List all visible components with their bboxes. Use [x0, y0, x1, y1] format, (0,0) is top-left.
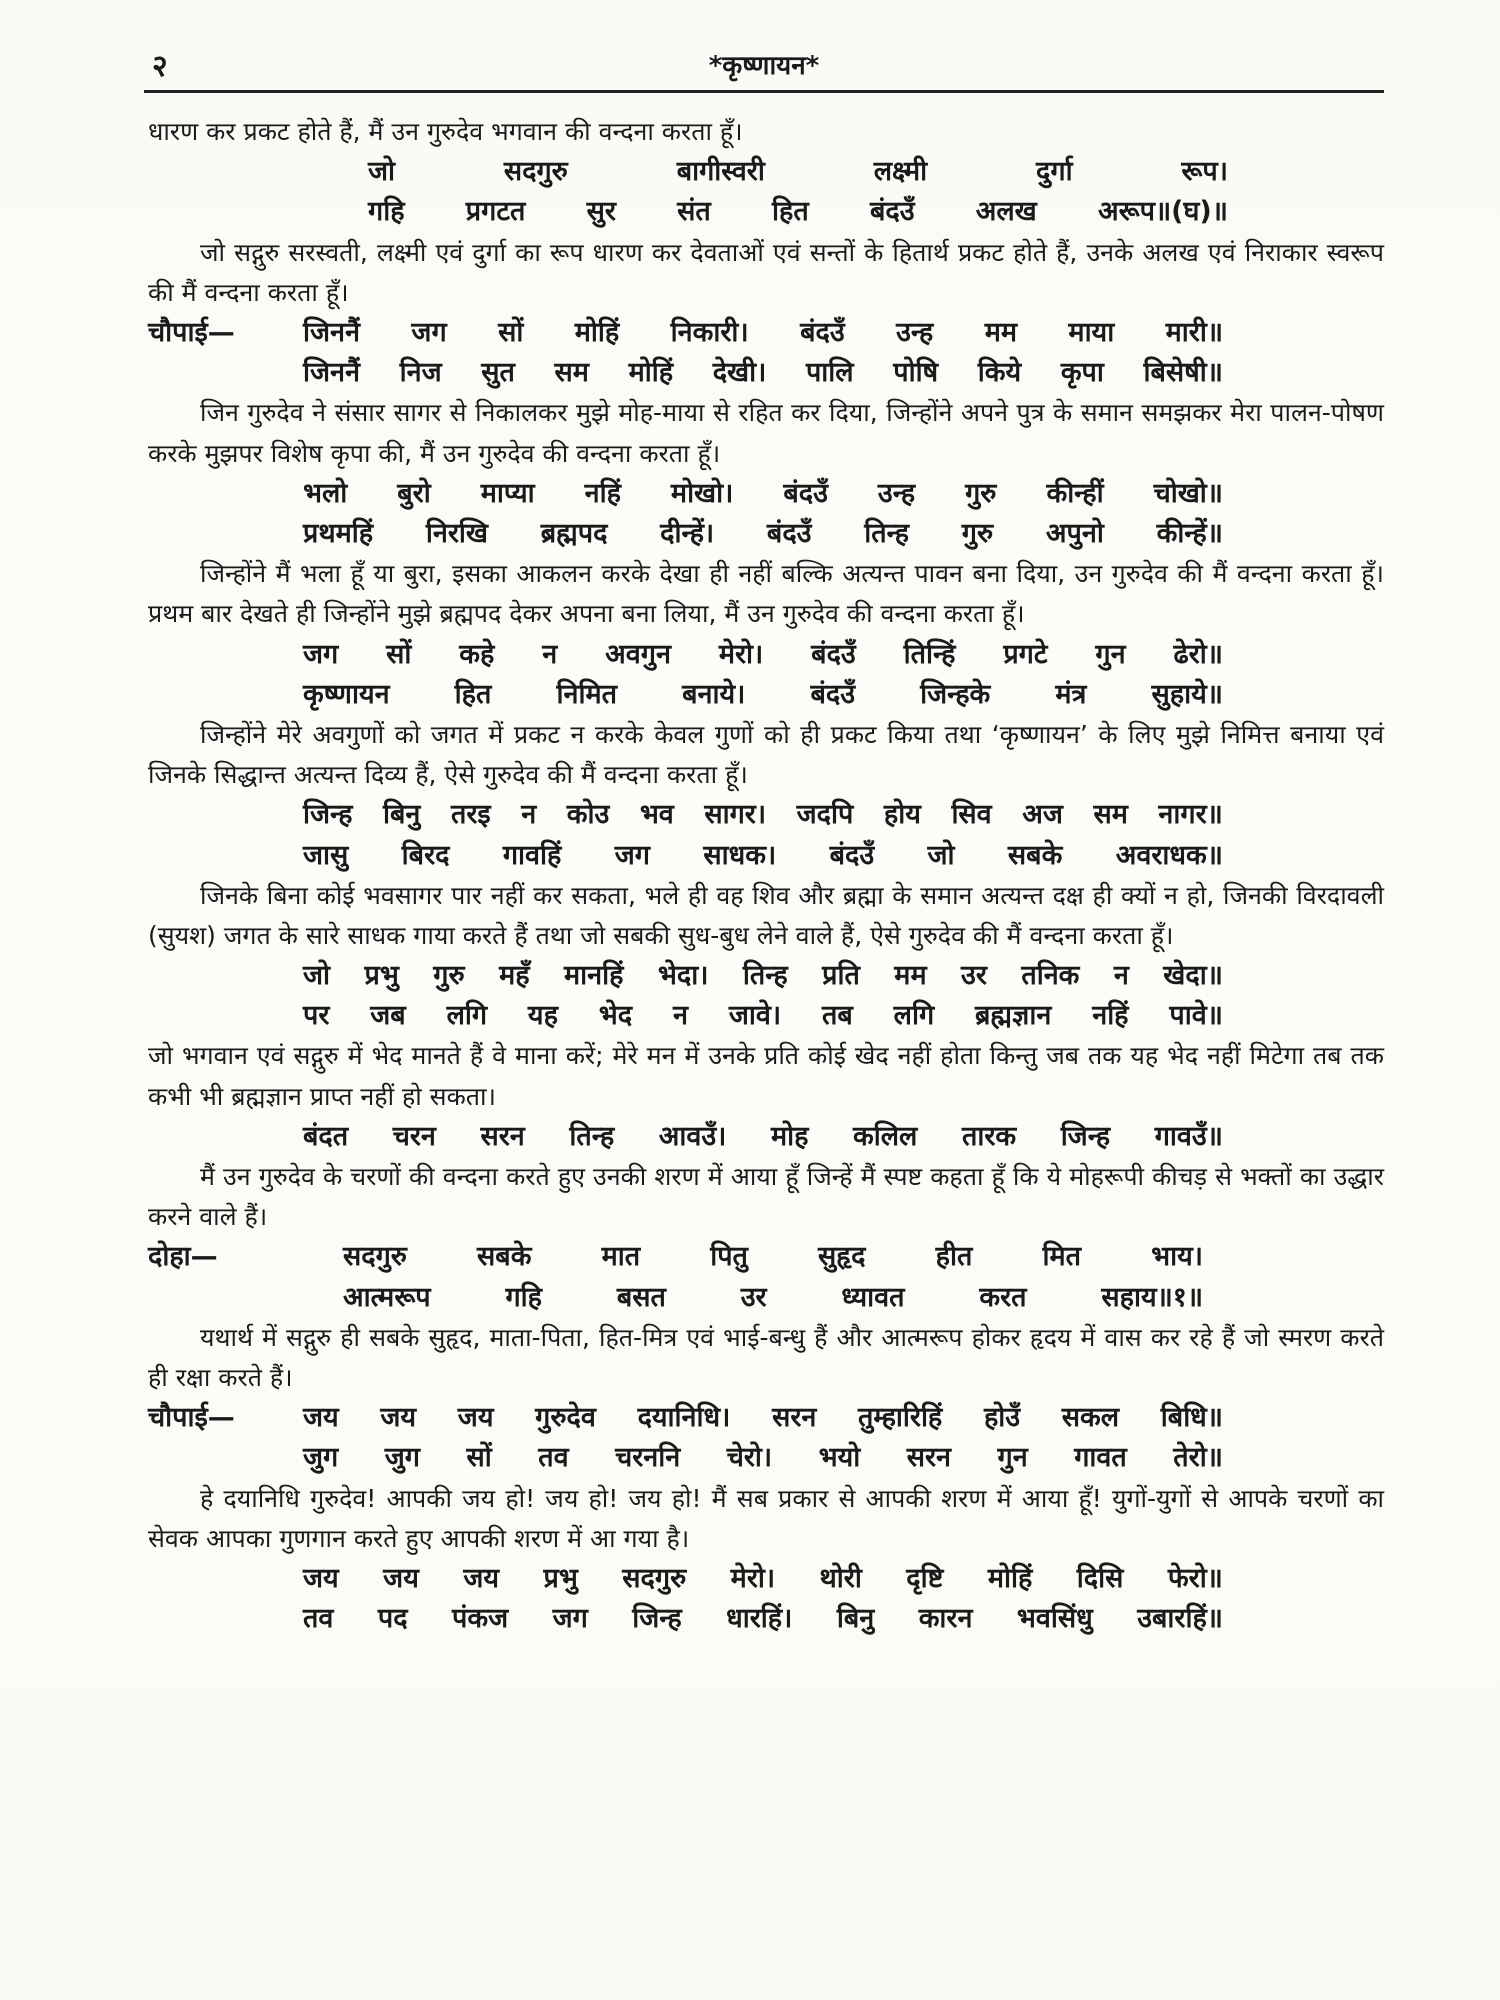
verse-block	[148, 1398, 1384, 1478]
prose-paragraph: जो सद्गुरु सरस्वती, लक्ष्मी एवं दुर्गा का रूप धारण कर देवताओं एवं सन्तों के हितार्थ प्रकट होते हैं, उनके अलख एवं निराकार स्वरूप की मैं वन्दना करता हूँ।	[148, 237, 1384, 307]
prose-paragraph: मैं उन गुरुदेव के चरणों की वन्दना करते हुए उनकी शरण में आया हूँ जिन्हें मैं स्पष्ट कहता हूँ कि ये मोहरूपी कीचड़ से भक्तों का उद्धार करने वाले हैं।	[148, 1162, 1384, 1232]
prose-paragraph: जिन्होंने मैं भला हूँ या बुरा, इसका आकलन करके देखा ही नहीं बल्कि अत्यन्त पावन बना दिया, उन गुरुदेव की मैं वन्दना करता हूँ। प्रथम बार देखते ही जिन्होंने मुझे ब्रह्मपद देकर अपना बना लिया, मैं उन गुरुदेव की वन्दना करता हूँ।	[148, 559, 1384, 629]
verse-text: आत्मरूप गहि बसत उर ध्यावत करत सहाय॥१॥	[343, 1281, 1203, 1313]
verse-block	[148, 795, 1384, 875]
verse-line	[148, 675, 1384, 715]
verse-text: जय जय जय गुरुदेव दयानिधि। सरन तुम्हारिहिं होउँ सकल बिधि॥	[303, 1402, 1223, 1434]
prose-paragraph: जिन गुरुदेव ने संसार सागर से निकालकर मुझे मोह-माया से रहित कर दिया, जिन्होंने अपने पुत्र के समान समझकर मेरा पालन-पोषण करके मुझपर विशेष कृपा की, मैं उन गुरुदेव की वन्दना करता हूँ।	[148, 398, 1384, 468]
page-content	[148, 112, 1384, 1639]
verse-text: तव पद पंकज जग जिन्ह धारहिं। बिनु कारन भवसिंधु उबारहिं॥	[303, 1603, 1223, 1635]
verse-text: पर जब लगि यह भेद न जावे। तब लगि ब्रह्मज्ञान नहिं पावे॥	[303, 1000, 1223, 1032]
verse-line	[148, 1278, 1384, 1318]
prose-paragraph: यथार्थ में सद्गुरु ही सबके सुहृद, माता-पिता, हित-मित्र एवं भाई-बन्धु हैं और आत्मरूप होकर हृदय में वास कर रहे हैं जो स्मरण करते ही रक्षा करते हैं।	[148, 1322, 1384, 1393]
prose-paragraph: जिन्होंने मेरे अवगुणों को जगत में प्रकट न करके केवल गुणों को ही प्रकट किया तथा ‘कृष्णायन’ के लिए मुझे निमित्त बनाया एवं जिनके सिद्धान्त अत्यन्त दिव्य हैं, ऐसे गुरुदेव की मैं वन्दना करता हूँ।	[148, 719, 1384, 790]
verse-text: जासु बिरद गावहिं जग साधक। बंदउँ जो सबके अवराधक॥	[303, 839, 1223, 871]
verse-line	[148, 313, 1384, 353]
verse-text: जो सदगुरु बागीस्वरी लक्ष्मी दुर्गा रूप।	[368, 156, 1228, 188]
verse-line	[148, 1438, 1384, 1478]
verse-text: जिन्ह बिनु तरइ न कोउ भव सागर। जदपि होय सिव अज सम नागर॥	[303, 799, 1223, 831]
prose-paragraph: धारण कर प्रकट होते हैं, मैं उन गुरुदेव भगवान की वन्दना करता हूँ।	[148, 117, 743, 146]
verse-text: सदगुरु सबके मात पितु सुहृद हीत मित भाय।	[343, 1241, 1203, 1273]
verse-line	[148, 474, 1384, 514]
verse-line	[148, 192, 1384, 232]
verse-line	[148, 956, 1384, 996]
prose-paragraph: जिनके बिना कोई भवसागर पार नहीं कर सकता, भले ही वह शिव और ब्रह्मा के समान अत्यन्त दक्ष ही क्यों न हो, जिनकी विरदावली (सुयश) जगत के सारे साधक गाया करते हैं तथा जो सबकी सुध-बुध लेने वाले हैं, ऐसे गुरुदेव की मैं वन्दना करता हूँ।	[148, 880, 1384, 950]
verse-line	[148, 1559, 1384, 1599]
verse-line	[148, 1117, 1384, 1157]
verse-block	[148, 474, 1384, 554]
verse-block	[148, 152, 1384, 232]
verse-text: जग सों कहे न अवगुन मेरो। बंदउँ तिन्हिं प्रगटे गुन ढेरो॥	[303, 638, 1223, 670]
verse-line	[148, 1398, 1384, 1438]
verse-block	[148, 635, 1384, 715]
verse-text: जय जय जय प्रभु सदगुरु मेरो। थोरी दृष्टि मोहिं दिसि फेरो॥	[303, 1563, 1223, 1595]
verse-block	[148, 1559, 1384, 1639]
page-number: २	[152, 49, 168, 84]
verse-label: दोहा—	[148, 1241, 218, 1273]
verse-text: जुग जुग सों तव चरननि चेरो। भयो सरन गुन गावत तेरो॥	[303, 1442, 1223, 1474]
verse-text: जो प्रभु गुरु महँ मानहिं भेदा। तिन्ह प्रति मम उर तनिक न खेदा॥	[303, 960, 1223, 992]
verse-line	[148, 1237, 1384, 1277]
verse-text: कृष्णायन हित निमित बनाये। बंदउँ जिन्हके मंत्र सुहाये॥	[303, 678, 1223, 710]
verse-text: जिननैं जग सों मोहिं निकारी। बंदउँ उन्ह मम माया मारी॥	[303, 316, 1223, 348]
verse-line	[148, 514, 1384, 554]
verse-block	[148, 1117, 1384, 1157]
verse-line	[148, 353, 1384, 393]
verse-block	[148, 313, 1384, 393]
running-title: *कृष्णायन*	[708, 51, 820, 81]
verse-text: गहि प्रगटत सुर संत हित बंदउँ अलख अरूप॥(घ)॥	[368, 196, 1228, 228]
verse-text: बंदत चरन सरन तिन्ह आवउँ। मोह कलिल तारक जिन्ह गावउँ॥	[303, 1120, 1223, 1152]
verse-line	[148, 795, 1384, 835]
verse-line	[148, 836, 1384, 876]
verse-text: जिननैं निज सुत सम मोहिं देखी। पालि पोषि किये कृपा बिसेषी॥	[303, 357, 1223, 389]
verse-label: चौपाई—	[148, 316, 235, 348]
verse-line	[148, 635, 1384, 675]
prose-paragraph: हे दयानिधि गुरुदेव! आपकी जय हो! जय हो! जय हो! मैं सब प्रकार से आपकी शरण में आया हूँ! युगों-युगों से आपके चरणों का सेवक आपका गुणगान करते हुए आपकी शरण में आ गया है।	[148, 1483, 1384, 1553]
verse-block	[148, 956, 1384, 1036]
prose-paragraph: जो भगवान एवं सद्गुरु में भेद मानते हैं वे माना करें; मेरे मन में उनके प्रति कोई खेद नहीं होता किन्तु जब तक यह भेद नहीं मिटेगा तब तक कभी भी ब्रह्मज्ञान प्राप्त नहीं हो सकता।	[148, 1041, 1384, 1111]
verse-text: भलो बुरो माप्या नहिं मोखो। बंदउँ उन्ह गुरु कीन्हीं चोखो॥	[303, 477, 1223, 509]
verse-line	[148, 996, 1384, 1036]
verse-text: प्रथमहिं निरखि ब्रह्मपद दीन्हें। बंदउँ तिन्ह गुरु अपुनो कीन्हें॥	[303, 517, 1223, 549]
verse-line	[148, 152, 1384, 192]
page-header	[144, 40, 1384, 93]
verse-block	[148, 1237, 1384, 1317]
verse-line	[148, 1599, 1384, 1639]
verse-label: चौपाई—	[148, 1402, 235, 1434]
